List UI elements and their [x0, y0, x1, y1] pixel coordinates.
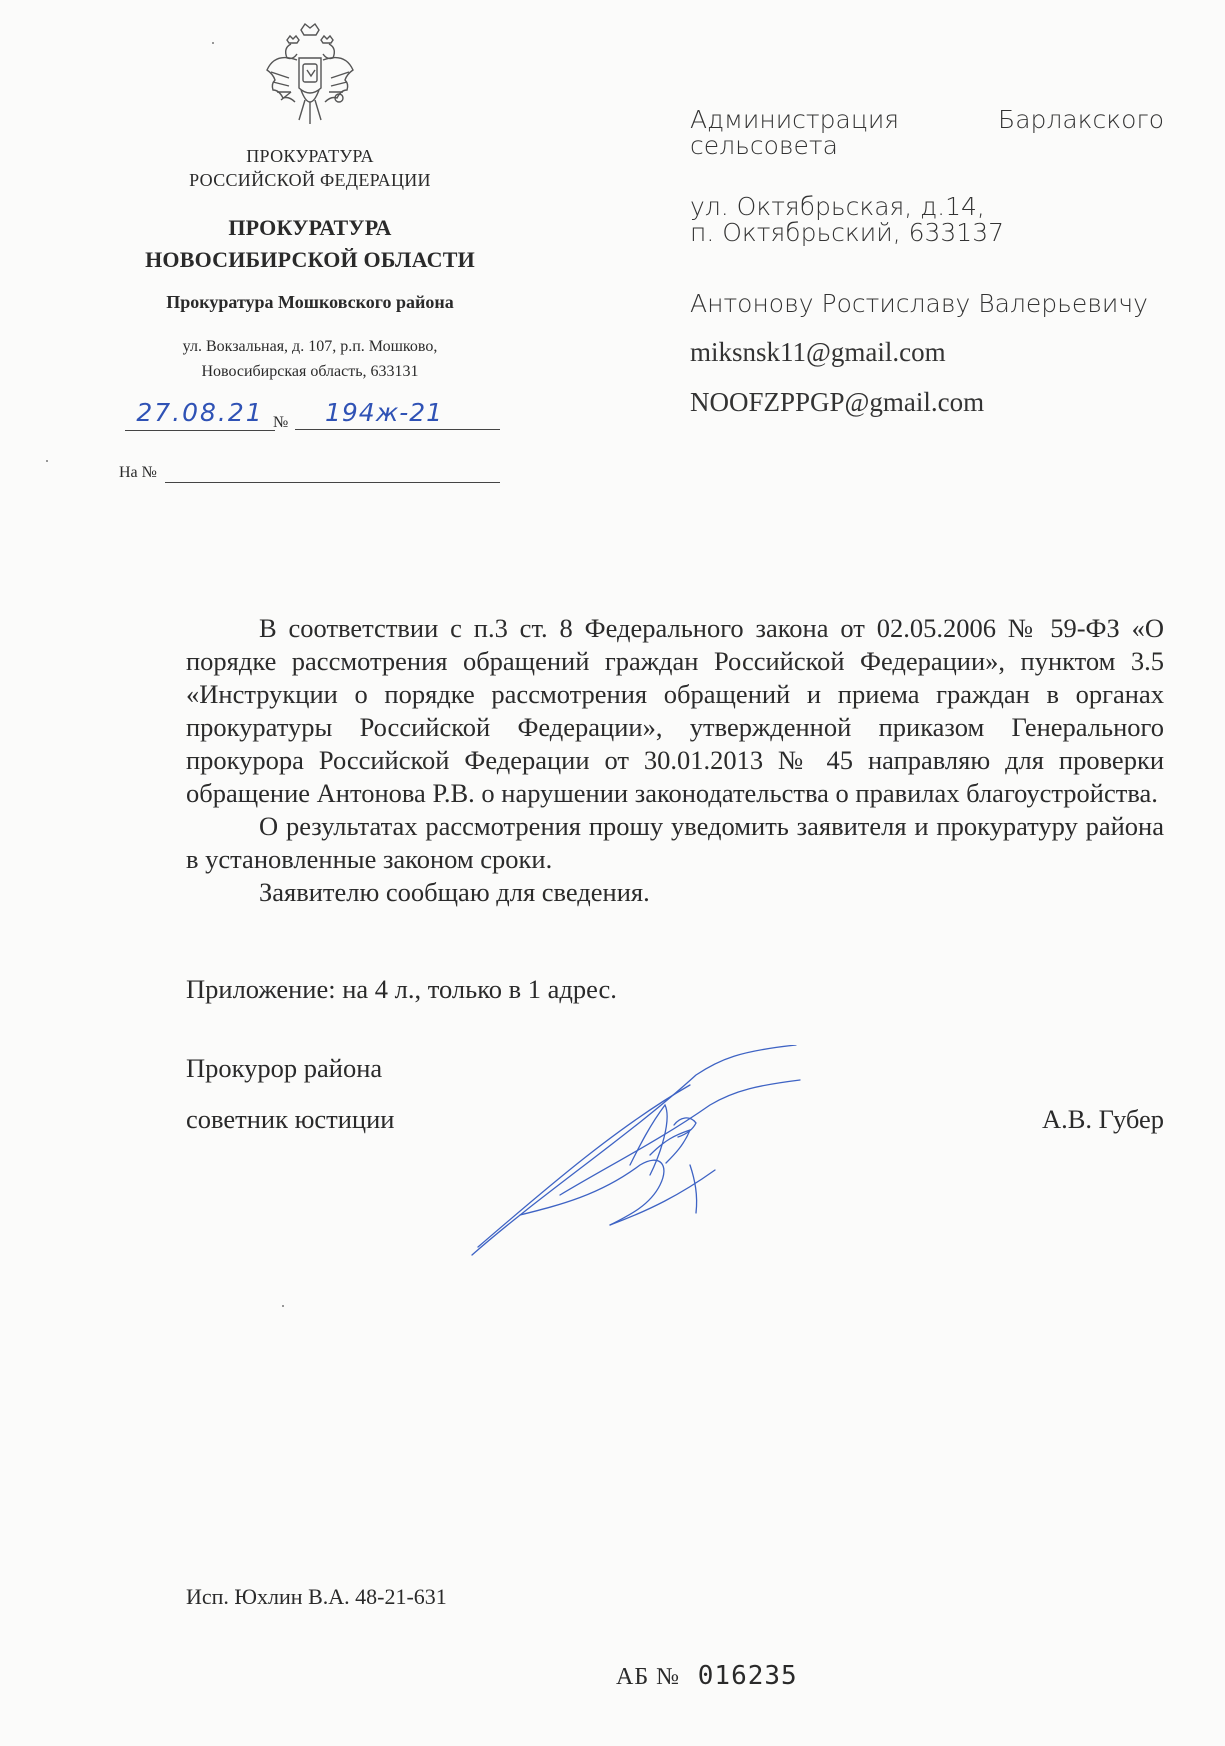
sender-address-line-2: Новосибирская область, 633131 [201, 363, 419, 380]
executor-note: Исп. Юхлин В.А. 48-21-631 [186, 1584, 447, 1609]
scan-speck [46, 460, 48, 462]
reference-number-label: На № [119, 464, 157, 481]
recipient-org-word-2: Барлакского [998, 105, 1164, 134]
signer-position-line-1: Прокурор района [186, 1053, 383, 1083]
recipient-person: Антонову Ростиславу Валерьевичу [690, 289, 1148, 318]
recipient-email-1: miksnsk11@gmail.com [690, 337, 946, 367]
scan-speck [282, 1305, 284, 1307]
org-name-line-2: РОССИЙСКОЙ ФЕДЕРАЦИИ [189, 170, 431, 190]
letterhead [115, 20, 505, 384]
recipient-address-line-2: п. Октябрьский, 633137 [690, 218, 1005, 247]
reference-row [115, 460, 500, 490]
signer-position-line-2: советник юстиции [186, 1104, 395, 1134]
signer-name: А.В. Губер [1041, 1104, 1164, 1134]
reference-number-line [165, 482, 500, 483]
handwritten-signature [460, 1045, 820, 1265]
recipient-block [690, 107, 1164, 417]
handwritten-date: 27.08.21 [125, 398, 275, 431]
scan-speck [212, 42, 214, 44]
regional-office-line-2: НОВОСИБИРСКОЙ ОБЛАСТИ [145, 247, 475, 272]
letter-body [186, 612, 1164, 909]
handwritten-outgoing-number: 194ж-21 [295, 398, 500, 430]
sender-address-line-1: ул. Вокзальная, д. 107, р.п. Мошково, [182, 338, 438, 355]
recipient-org-line-1 [690, 107, 1164, 133]
recipient-org-line-2: сельсовета [690, 131, 838, 160]
body-paragraph-3: Заявителю сообщаю для сведения. [259, 877, 650, 907]
recipient-address-line-1: ул. Октябрьская, д.14, [690, 192, 985, 221]
number-label: № [273, 414, 289, 431]
registration-row [115, 398, 500, 438]
body-paragraph-2: О результатах рассмотрения прошу уведомить заявителя и прокуратуру района в установленные законом сроки. [186, 811, 1164, 874]
recipient-org-word-1: Администрация [690, 105, 900, 134]
body-paragraph-1: В соответствии с п.3 ст. 8 Федерального закона от 02.05.2006 № 59-ФЗ «О порядке рассмотрения обращений граждан Российской Федерации», пунктом 3.5 «Инструкции о порядке рассмотрения обращений и приема граждан в органах прокуратуры Российской Федерации», утвержденной приказом Генерального прокурора Российской Федерации от 30.01.2013 № 45 направляю для проверки обращение Антонова Р.В. о нарушении законодательства о правилах благоустройства. [186, 613, 1164, 808]
attachment-note: Приложение: на 4 л., только в 1 адрес. [186, 974, 617, 1004]
form-serial [616, 1660, 798, 1692]
district-office: Прокуратура Мошковского района [166, 292, 454, 312]
org-name-line-1: ПРОКУРАТУРА [246, 146, 374, 166]
serial-prefix: АБ № [616, 1664, 681, 1690]
double-headed-eagle-icon [261, 20, 359, 130]
regional-office-line-1: ПРОКУРАТУРА [228, 215, 392, 240]
recipient-email-2: NOOFZPPGP@gmail.com [690, 387, 985, 417]
serial-number: 016235 [697, 1661, 798, 1691]
